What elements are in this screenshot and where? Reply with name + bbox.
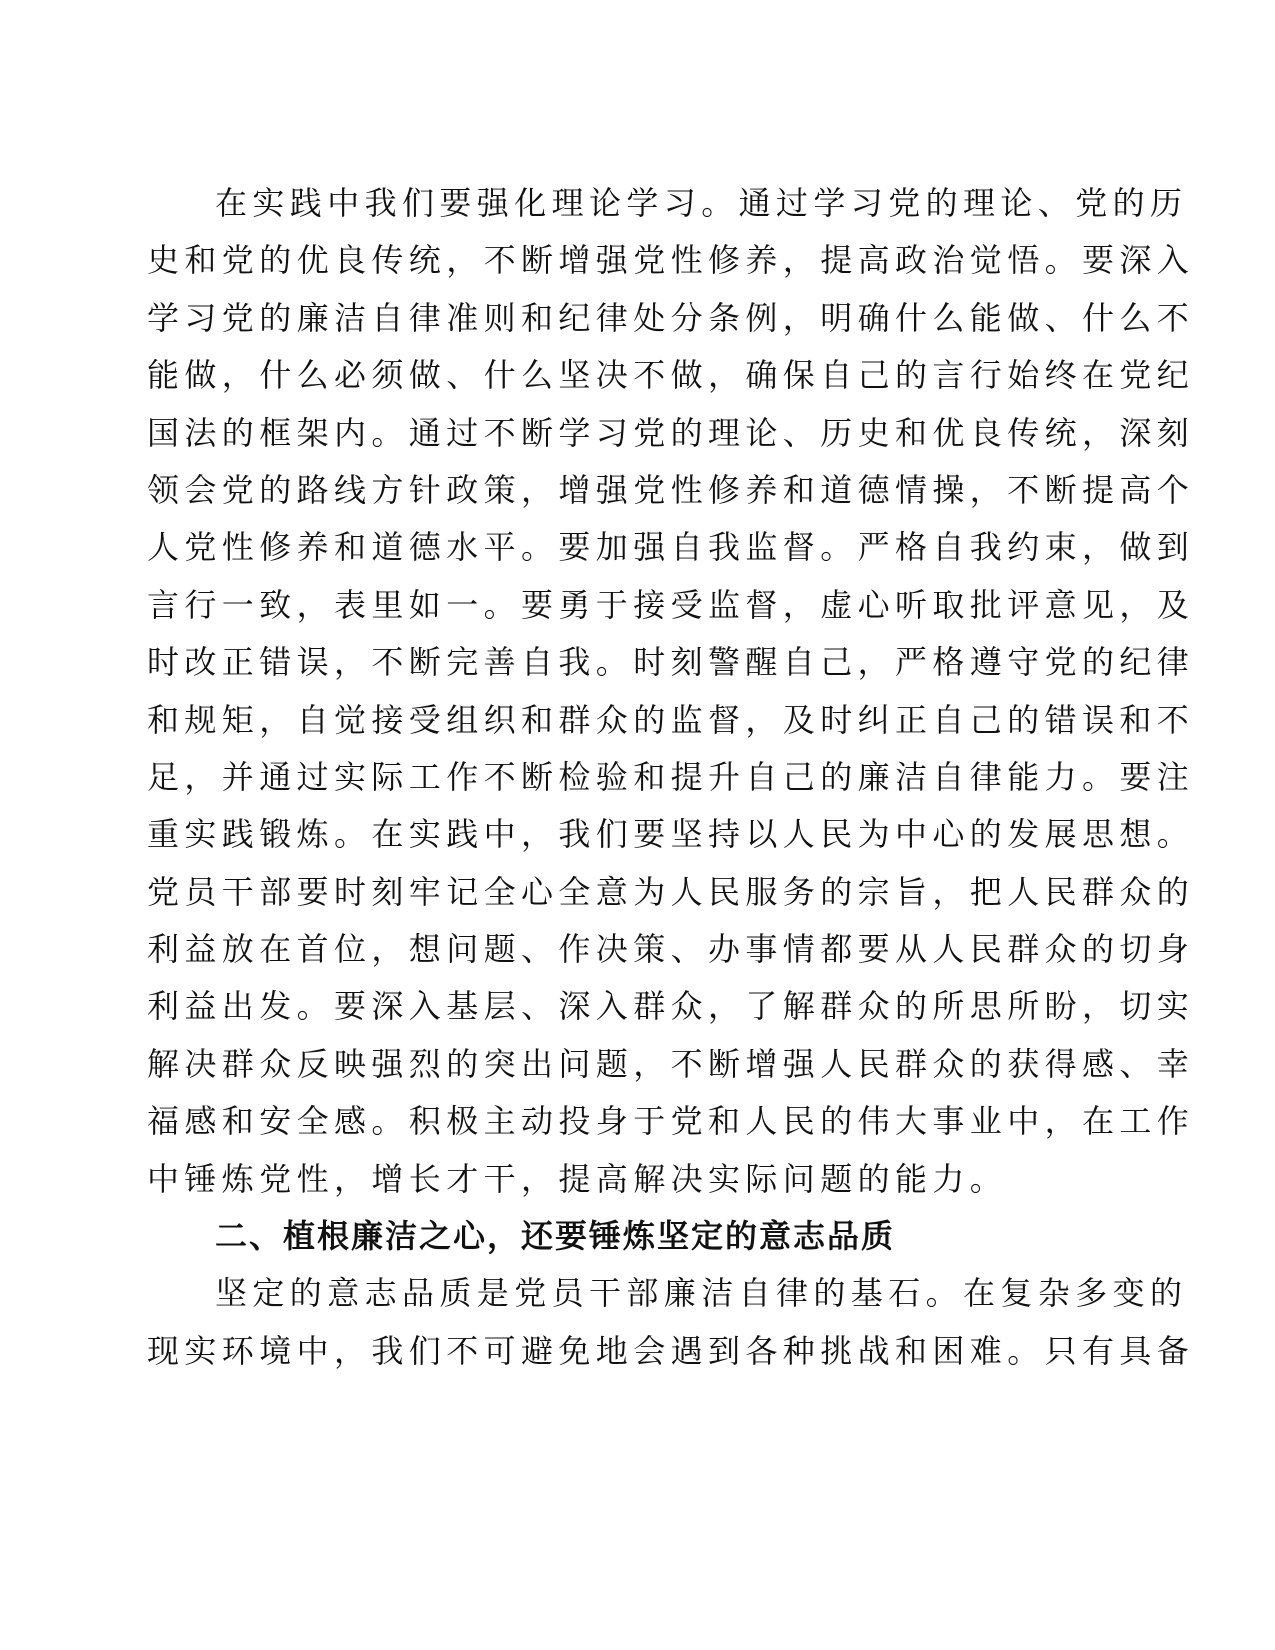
text-line: 时改正错误，不断完善自我。时刻警醒自己，严格遵守党的纪律 — [147, 643, 1195, 682]
text-line: 党员干部要时刻牢记全心全意为人民服务的宗旨，把人民群众的 — [147, 872, 1195, 911]
text-line: 足，并通过实际工作不断检验和提升自己的廉洁自律能力。要注 — [147, 757, 1195, 796]
document-body — [147, 175, 1195, 1380]
text-line: 领会党的路线方针政策，增强党性修养和道德情操，不断提高个 — [147, 470, 1195, 509]
text-line: 利益放在首位，想问题、作决策、办事情都要从人民群众的切身 — [147, 930, 1195, 969]
text-line: 利益出发。要深入基层、深入群众，了解群众的所思所盼，切实 — [147, 987, 1195, 1026]
text-line: 坚定的意志品质是党员干部廉洁自律的基石。在复杂多变的 — [215, 1274, 1188, 1313]
text-line: 史和党的优良传统，不断增强党性修养，提高政治觉悟。要深入 — [147, 241, 1195, 280]
paragraph-willpower — [147, 1265, 1195, 1380]
text-line: 人党性修养和道德水平。要加强自我监督。严格自我约束，做到 — [147, 528, 1195, 567]
text-line: 在实践中我们要强化理论学习。通过学习党的理论、党的历 — [215, 184, 1188, 222]
paragraph-practice — [147, 175, 1195, 1208]
text-line: 中锤炼党性，增长才干，提高解决实际问题的能力。 — [147, 1159, 1008, 1198]
section-heading: 二、植根廉洁之心，还要锤炼坚定的意志品质 — [215, 1217, 896, 1256]
text-line: 现实环境中，我们不可避免地会遇到各种挑战和困难。只有具备 — [147, 1331, 1195, 1370]
text-line: 国法的框架内。通过不断学习党的理论、历史和优良传统，深刻 — [147, 413, 1195, 452]
text-line: 重实践锻炼。在实践中，我们要坚持以人民为中心的发展思想。 — [147, 815, 1195, 854]
text-line: 学习党的廉洁自律准则和纪律处分条例，明确什么能做、什么不 — [147, 298, 1195, 337]
text-line: 和规矩，自觉接受组织和群众的监督，及时纠正自己的错误和不 — [147, 700, 1195, 739]
text-line: 言行一致，表里如一。要勇于接受监督，虚心听取批评意见，及 — [147, 585, 1195, 624]
text-line: 福感和安全感。积极主动投身于党和人民的伟大事业中，在工作 — [147, 1102, 1195, 1141]
text-line: 解决群众反映强烈的突出问题，不断增强人民群众的获得感、幸 — [147, 1044, 1195, 1083]
text-line: 能做，什么必须做、什么坚决不做，确保自己的言行始终在党纪 — [147, 356, 1195, 395]
